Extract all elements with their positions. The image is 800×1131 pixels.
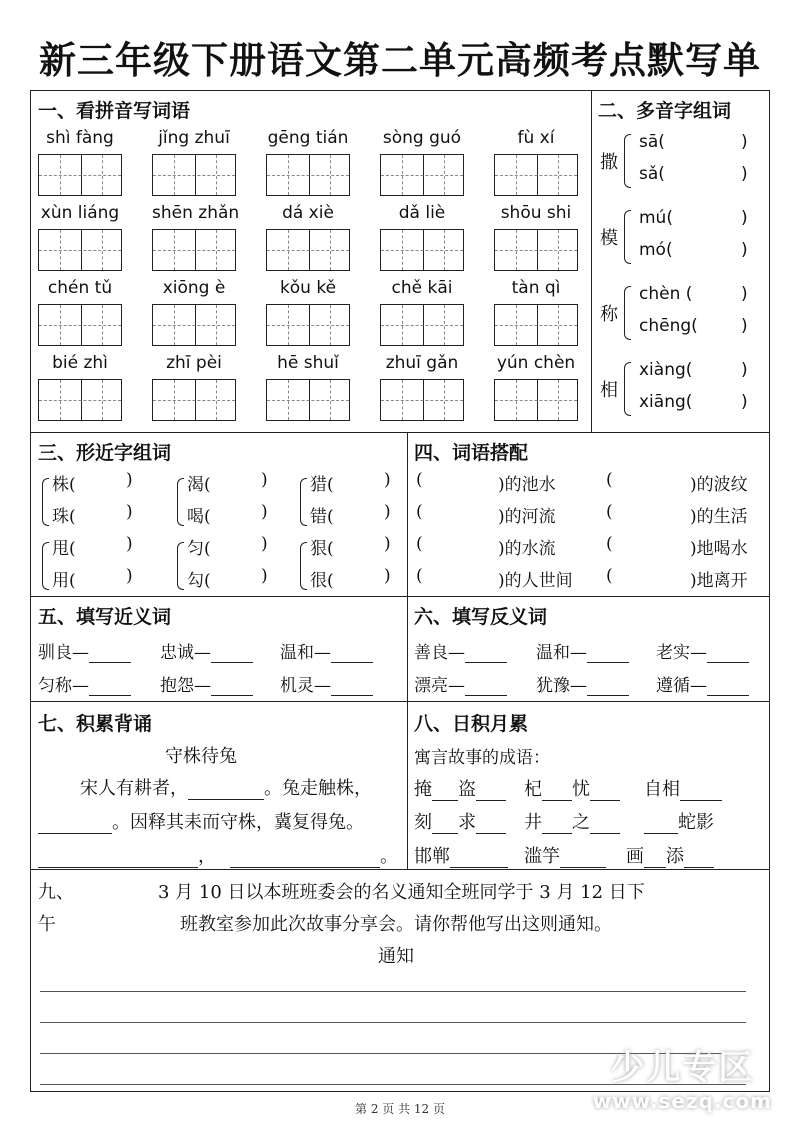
- task-text: 3 月 10 日以本班班委会的名义通知全班同学于 3 月 12 日下: [158, 882, 645, 903]
- section-title: 三、形近字组词: [38, 442, 172, 464]
- blank[interactable]: [542, 833, 572, 834]
- writing-box[interactable]: [152, 229, 236, 271]
- answer-paren[interactable]: ): [261, 502, 268, 522]
- writing-box[interactable]: [38, 154, 122, 196]
- writing-box[interactable]: [266, 379, 350, 421]
- blank[interactable]: [542, 800, 572, 801]
- char-label: 珠(: [52, 507, 76, 527]
- watermark-name: 少儿专区: [610, 1048, 755, 1088]
- task-text: 午: [38, 914, 56, 935]
- char-label: 很(: [310, 571, 334, 591]
- reading-label: xiāng(: [639, 392, 693, 412]
- word-label: 抱怨—: [160, 676, 211, 696]
- collocation-text[interactable]: (: [606, 566, 613, 586]
- idiom-row: [414, 842, 714, 868]
- idiom-char: 盗: [458, 779, 476, 800]
- word-item: [160, 671, 253, 696]
- blank[interactable]: [331, 644, 373, 663]
- pinyin-label: zhī pèi: [166, 353, 222, 373]
- section-title: 五、填写近义词: [38, 606, 172, 628]
- page-title: 新三年级下册语文第二单元高频考点默写单: [39, 39, 761, 82]
- task-text: 班教室参加此次故事分享会。请你帮他写出这则通知。: [180, 914, 612, 935]
- collocation-text[interactable]: (: [606, 502, 613, 522]
- divider: [407, 432, 408, 869]
- section-title: 二、多音字组词: [598, 100, 732, 122]
- blank[interactable]: [707, 677, 749, 696]
- blank[interactable]: [707, 644, 749, 663]
- brace-icon: [624, 134, 631, 188]
- page-footer: 第 2 页 共 12 页: [355, 1102, 445, 1116]
- word-item: [414, 638, 507, 663]
- answer-paren[interactable]: ): [384, 470, 391, 490]
- pinyin-label: fù xí: [517, 128, 555, 148]
- char-label: 错(: [310, 507, 334, 527]
- writing-box[interactable]: [152, 304, 236, 346]
- poem-text: 。因释其耒而守株，冀复得兔。: [112, 812, 364, 833]
- blank[interactable]: [465, 677, 507, 696]
- blank[interactable]: [211, 644, 253, 663]
- word-item: [38, 638, 131, 663]
- pinyin-label: chě kāi: [391, 278, 453, 298]
- char-label: 勾(: [187, 571, 211, 591]
- writing-box[interactable]: [152, 154, 236, 196]
- answer-paren[interactable]: ): [261, 470, 268, 490]
- blank[interactable]: [590, 800, 620, 801]
- pinyin-label: xùn liáng: [40, 203, 120, 223]
- answer-paren[interactable]: ): [741, 316, 748, 336]
- idiom-char: 掩: [414, 779, 432, 800]
- word-label: 驯良—: [38, 643, 89, 663]
- collocation-text: )的河流: [498, 507, 556, 527]
- brace-icon: [624, 210, 631, 264]
- blank[interactable]: [89, 677, 131, 696]
- collocation-text: )的生活: [690, 507, 748, 527]
- blank[interactable]: [188, 799, 264, 800]
- brace-icon: [624, 286, 631, 340]
- idiom-char: 之: [572, 812, 590, 833]
- polyphone-char: 撒: [600, 152, 618, 173]
- blank[interactable]: [432, 800, 458, 801]
- divider: [30, 432, 770, 433]
- collocation-text: )的人世间: [498, 571, 573, 591]
- pinyin-label: dǎ liè: [398, 203, 446, 223]
- writing-box[interactable]: [380, 304, 464, 346]
- blank[interactable]: [587, 644, 629, 663]
- char-label: 狠(: [310, 539, 334, 559]
- collocation-text[interactable]: (: [606, 470, 613, 490]
- blank[interactable]: [684, 867, 714, 868]
- blank[interactable]: [680, 800, 722, 801]
- writing-box[interactable]: [380, 379, 464, 421]
- poem-text: 。: [380, 846, 398, 867]
- idiom-char: 邯郸: [414, 846, 450, 867]
- char-label: 渴(: [187, 475, 211, 495]
- writing-box[interactable]: [494, 304, 578, 346]
- idiom-char: 求: [458, 812, 476, 833]
- word-label: 温和—: [280, 643, 331, 663]
- blank[interactable]: [587, 677, 629, 696]
- answer-paren[interactable]: ): [741, 284, 748, 304]
- word-label: 老实—: [656, 643, 707, 663]
- collocation-text[interactable]: (: [416, 566, 423, 586]
- reading-label: mó(: [639, 240, 673, 260]
- blank[interactable]: [644, 833, 678, 834]
- blank[interactable]: [89, 644, 131, 663]
- idiom-row: [414, 775, 722, 801]
- answer-paren[interactable]: ): [261, 534, 268, 554]
- collocation-text[interactable]: (: [606, 534, 613, 554]
- word-label: 善良—: [414, 643, 465, 663]
- answer-paren[interactable]: ): [126, 470, 133, 490]
- writing-box[interactable]: [266, 154, 350, 196]
- poem-text: ，: [198, 846, 216, 867]
- word-item: [160, 638, 253, 663]
- answer-paren[interactable]: ): [126, 502, 133, 522]
- pinyin-label: shì fàng: [46, 128, 114, 148]
- blank[interactable]: [450, 867, 508, 868]
- watermark-url: www.sezq.com: [592, 1089, 772, 1113]
- word-label: 犹豫—: [536, 676, 587, 696]
- idiom-char: 画: [626, 846, 644, 867]
- blank[interactable]: [432, 833, 458, 834]
- divider: [30, 596, 770, 597]
- idiom-char: 滥竽: [524, 846, 560, 867]
- blank[interactable]: [644, 867, 666, 868]
- pinyin-label: chén tǔ: [47, 278, 113, 298]
- pinyin-label: gēng tián: [267, 128, 349, 148]
- char-label: 喝(: [187, 507, 211, 527]
- pinyin-label: xiōng è: [162, 278, 226, 298]
- word-label: 匀称—: [38, 676, 89, 696]
- polyphone-char: 称: [600, 304, 618, 325]
- word-item: [656, 638, 749, 663]
- pinyin-label: jǐng zhuī: [158, 128, 230, 148]
- section-title: 六、填写反义词: [414, 606, 548, 628]
- brace-icon: [42, 478, 49, 526]
- writing-box[interactable]: [380, 154, 464, 196]
- pinyin-label: bié zhì: [52, 353, 108, 373]
- idiom-char: 自相: [644, 779, 680, 800]
- collocation-text: )地喝水: [690, 539, 748, 559]
- writing-box[interactable]: [266, 304, 350, 346]
- blank[interactable]: [590, 833, 620, 834]
- writing-box[interactable]: [38, 229, 122, 271]
- pinyin-label: kǒu kě: [279, 278, 337, 298]
- reading-label: mú(: [639, 208, 673, 228]
- poem-text: 。兔走触株，: [264, 778, 372, 799]
- poem-text: 宋人有耕者，: [80, 778, 188, 799]
- writing-line[interactable]: [40, 1022, 746, 1023]
- blank[interactable]: [38, 833, 112, 834]
- divider: [30, 701, 770, 702]
- blank[interactable]: [38, 867, 198, 868]
- char-label: 猎(: [310, 475, 334, 495]
- brace-icon: [300, 542, 307, 590]
- collocation-text: )的波纹: [690, 475, 748, 495]
- pinyin-label: shēn zhǎn: [152, 203, 240, 223]
- poem-title: 守株待兔: [165, 746, 237, 767]
- word-item: [656, 671, 749, 696]
- writing-box[interactable]: [266, 229, 350, 271]
- answer-paren[interactable]: ): [741, 164, 748, 184]
- collocation-text: )地离开: [690, 571, 748, 591]
- section-title: 八、日积月累: [414, 713, 529, 735]
- blank[interactable]: [465, 644, 507, 663]
- word-label: 忠诚—: [160, 643, 211, 663]
- section-title: 四、词语搭配: [414, 442, 529, 464]
- answer-paren[interactable]: ): [126, 534, 133, 554]
- word-item: [280, 638, 373, 663]
- idiom-row: [414, 808, 714, 834]
- answer-paren[interactable]: ): [384, 502, 391, 522]
- brace-icon: [177, 542, 184, 590]
- polyphone-char: 模: [600, 228, 618, 249]
- word-label: 机灵—: [280, 676, 331, 696]
- writing-box[interactable]: [152, 379, 236, 421]
- collocation-text[interactable]: (: [416, 534, 423, 554]
- writing-box[interactable]: [38, 379, 122, 421]
- idiom-char: 杞: [524, 779, 542, 800]
- pinyin-label: hē shuǐ: [277, 353, 339, 373]
- collocation-text: )的水流: [498, 539, 556, 559]
- collocation-text[interactable]: (: [416, 502, 423, 522]
- pinyin-label: dá xiè: [282, 203, 334, 223]
- brace-icon: [42, 542, 49, 590]
- reading-label: sā(: [639, 132, 665, 152]
- divider: [591, 90, 592, 432]
- reading-label: chēng(: [639, 316, 698, 336]
- char-label: 株(: [52, 475, 76, 495]
- idiom-subtitle: 寓言故事的成语：: [414, 748, 550, 768]
- pinyin-label: sòng guó: [382, 128, 462, 148]
- idiom-char: 井: [524, 812, 542, 833]
- writing-box[interactable]: [494, 154, 578, 196]
- blank[interactable]: [230, 867, 380, 868]
- answer-paren[interactable]: ): [261, 566, 268, 586]
- section-title: 七、积累背诵: [38, 713, 153, 735]
- idiom-char: 蛇影: [678, 812, 714, 833]
- answer-paren[interactable]: ): [741, 360, 748, 380]
- word-label: 遵循—: [656, 676, 707, 696]
- blank[interactable]: [476, 833, 506, 834]
- collocation-text: )的池水: [498, 475, 556, 495]
- word-item: [536, 638, 629, 663]
- blank[interactable]: [211, 677, 253, 696]
- reading-label: xiàng(: [639, 360, 693, 380]
- writing-box[interactable]: [38, 304, 122, 346]
- word-label: 漂亮—: [414, 676, 465, 696]
- blank[interactable]: [476, 800, 506, 801]
- section-title: 一、看拼音写词语: [38, 100, 191, 122]
- divider: [30, 869, 770, 870]
- brace-icon: [177, 478, 184, 526]
- answer-paren[interactable]: ): [741, 132, 748, 152]
- section-number: 九、: [38, 882, 74, 903]
- answer-paren[interactable]: ): [741, 240, 748, 260]
- char-label: 甩(: [52, 539, 76, 559]
- brace-icon: [300, 478, 307, 526]
- answer-paren[interactable]: ): [384, 566, 391, 586]
- pinyin-label: tàn qì: [511, 278, 561, 298]
- word-label: 温和—: [536, 643, 587, 663]
- polyphone-char: 相: [600, 380, 618, 401]
- poem-line: [80, 774, 372, 800]
- reading-label: chèn (: [639, 284, 693, 304]
- idiom-char: 刻: [414, 812, 432, 833]
- writing-box[interactable]: [494, 379, 578, 421]
- brace-icon: [624, 362, 631, 416]
- word-item: [280, 671, 373, 696]
- answer-paren[interactable]: ): [126, 566, 133, 586]
- answer-paren[interactable]: ): [741, 208, 748, 228]
- char-label: 匀(: [187, 539, 211, 559]
- answer-paren[interactable]: ): [741, 392, 748, 412]
- writing-line[interactable]: [40, 991, 746, 992]
- pinyin-label: shōu shi: [500, 203, 572, 223]
- idiom-char: 忧: [572, 779, 590, 800]
- pinyin-label: zhuī gǎn: [385, 353, 459, 373]
- writing-box[interactable]: [380, 229, 464, 271]
- blank[interactable]: [560, 867, 606, 868]
- word-item: [38, 671, 131, 696]
- word-item: [536, 671, 629, 696]
- writing-box[interactable]: [494, 229, 578, 271]
- pinyin-label: yún chèn: [496, 353, 576, 373]
- blank[interactable]: [331, 677, 373, 696]
- notice-heading: 通知: [378, 946, 414, 967]
- collocation-text[interactable]: (: [416, 470, 423, 490]
- idiom-char: 添: [666, 846, 684, 867]
- char-label: 用(: [52, 571, 76, 591]
- poem-line: [38, 808, 364, 834]
- answer-paren[interactable]: ): [384, 534, 391, 554]
- reading-label: sǎ(: [639, 164, 665, 184]
- poem-line: [38, 842, 398, 868]
- word-item: [414, 671, 507, 696]
